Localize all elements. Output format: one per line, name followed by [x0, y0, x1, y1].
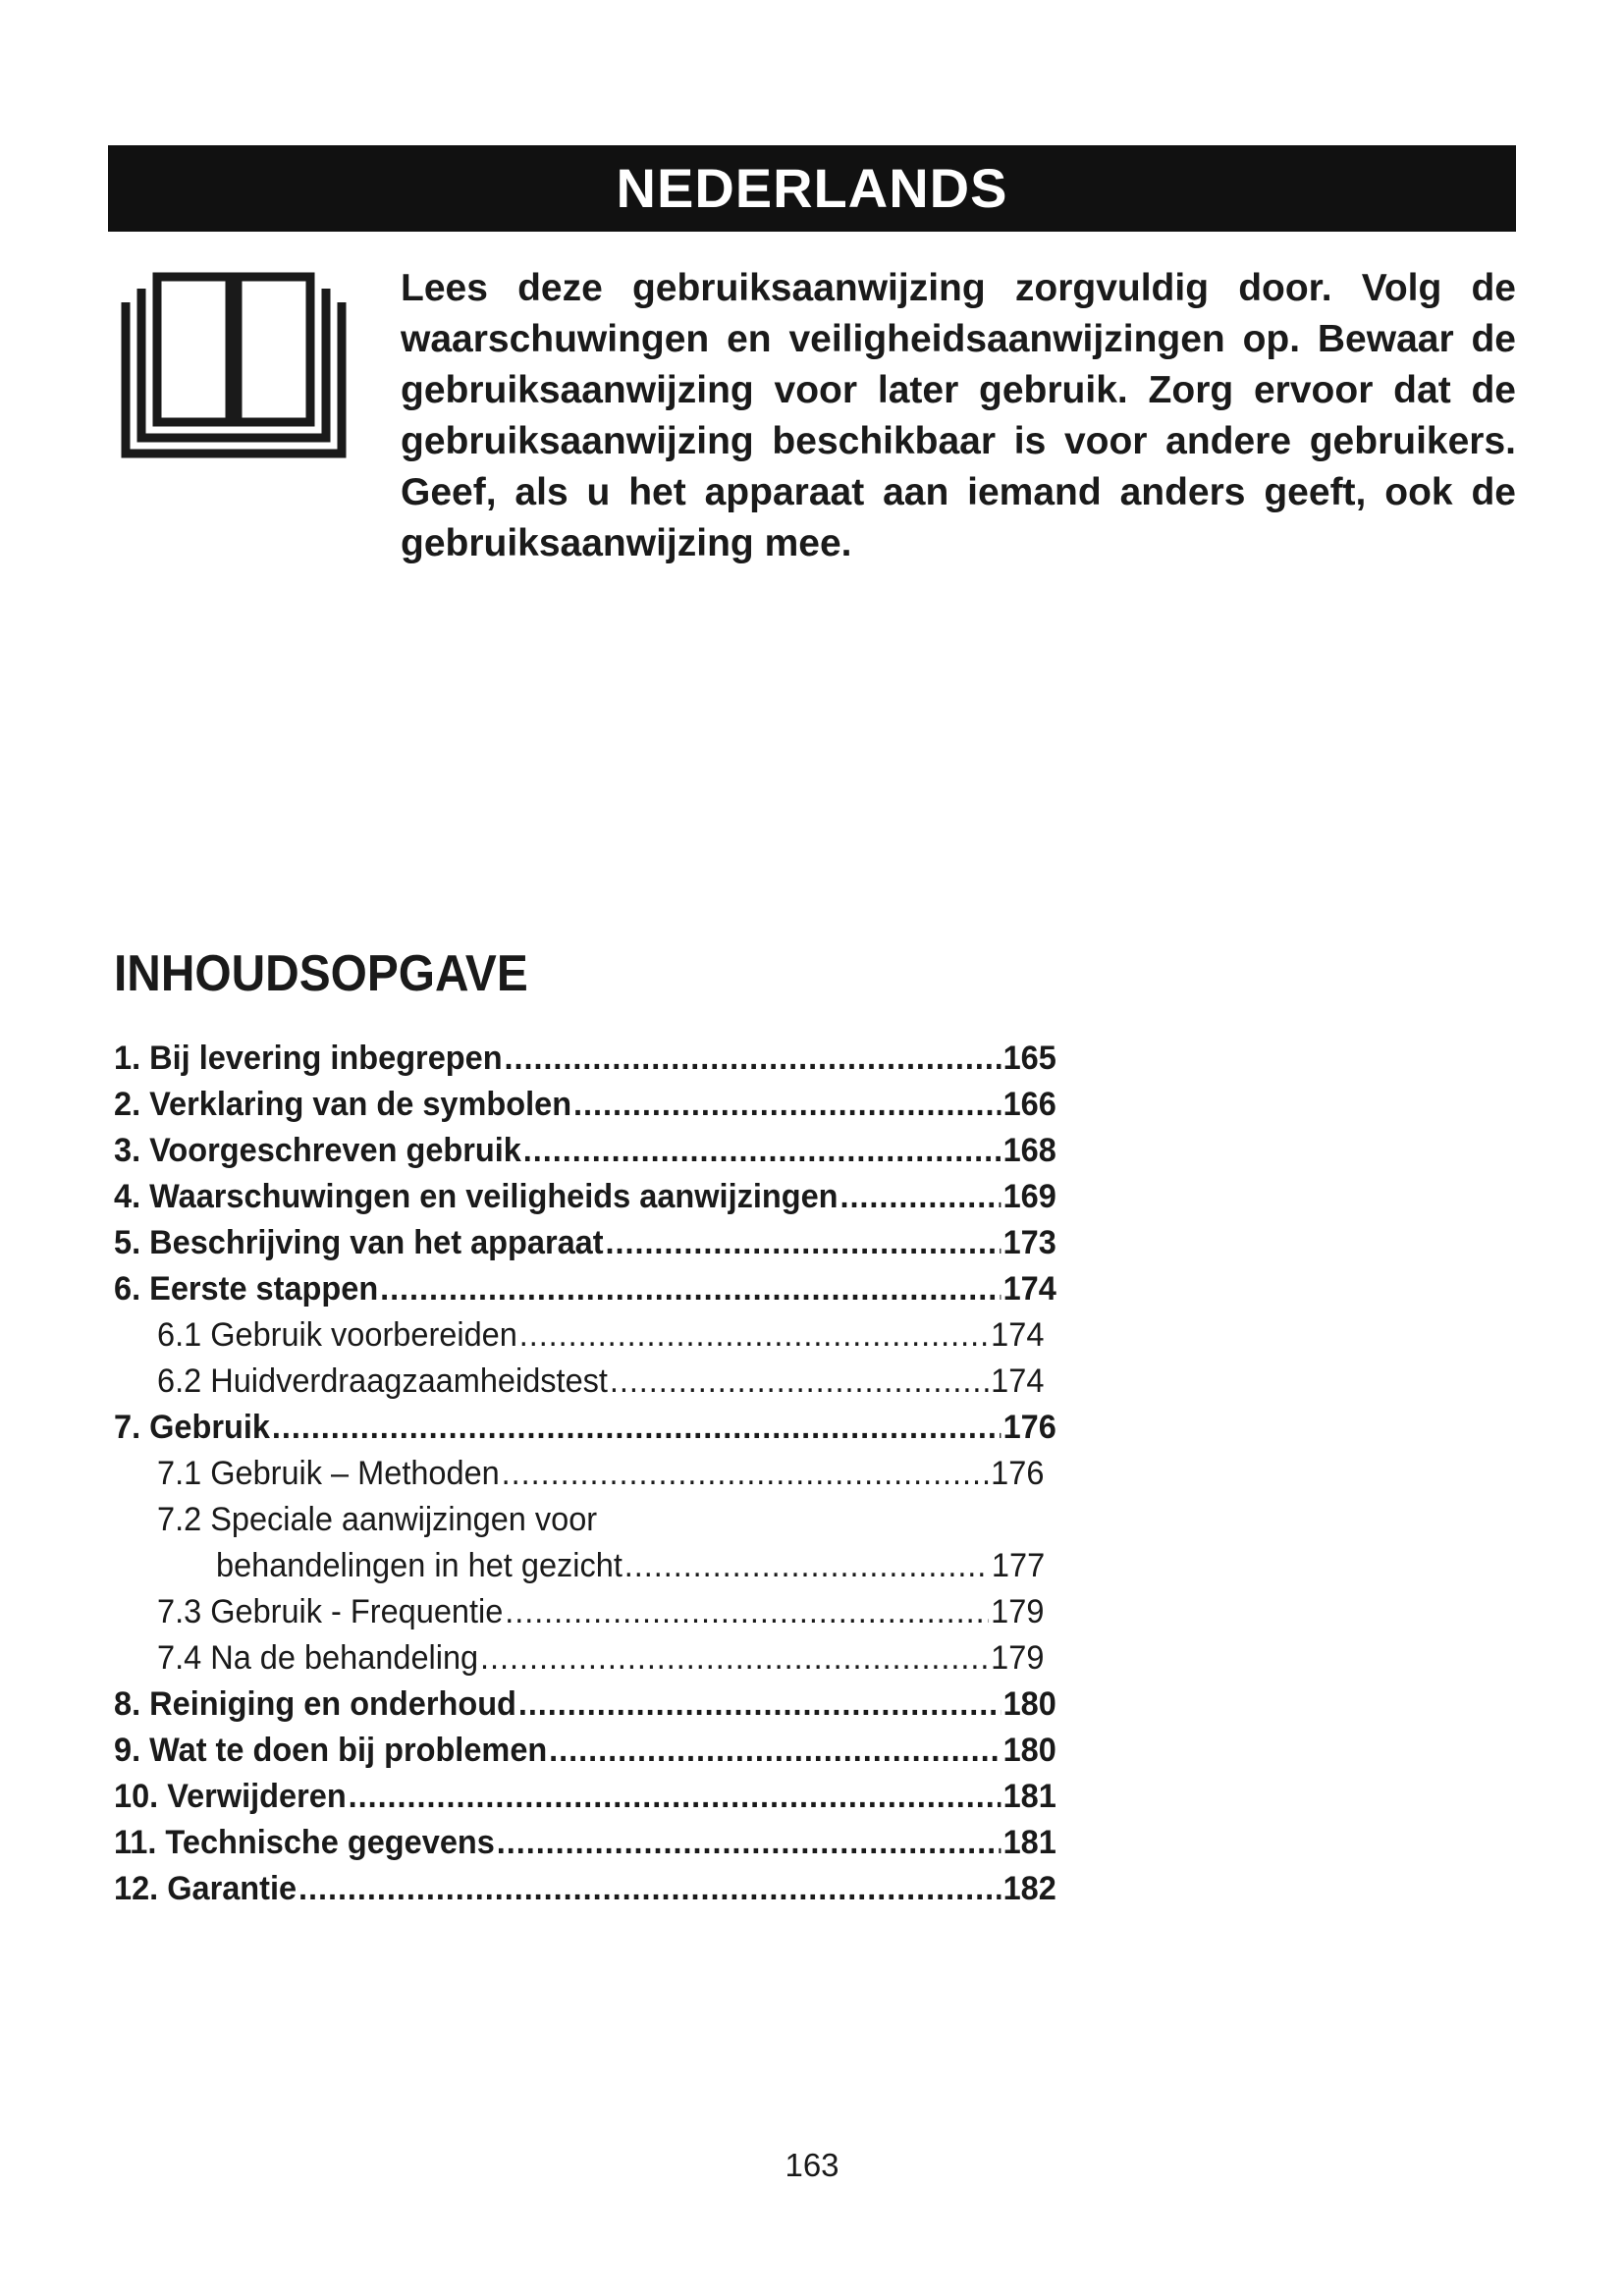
toc-subentry[interactable]: 6.2 Huidverdraagzaamheidstest ..... 174: [114, 1359, 1056, 1405]
toc-subentry[interactable]: 7.4 Na de behandeling ..... 179: [114, 1635, 1056, 1682]
toc-subentry[interactable]: 7.3 Gebruik - Frequentie ..... 179: [114, 1589, 1056, 1635]
toc-entry[interactable]: 9. Wat te doen bij problemen ..... 180: [114, 1728, 1056, 1774]
toc-subentry[interactable]: 7.1 Gebruik – Methoden ..... 176: [114, 1451, 1056, 1497]
toc-entry[interactable]: 4. Waarschuwingen en veiligheids aanwijzingen ..... 169: [114, 1174, 1056, 1220]
toc-entry[interactable]: 7. Gebruik ..... 176: [114, 1405, 1056, 1451]
toc-entry[interactable]: 2. Verklaring van de symbolen ..... 166: [114, 1082, 1056, 1128]
toc-entry[interactable]: 11. Technische gegevens ..... 181: [114, 1820, 1056, 1866]
page-number: 163: [785, 2147, 839, 2183]
table-of-contents: [114, 1036, 1056, 1912]
toc-subentry[interactable]: 6.1 Gebruik voorbereiden ..... 174: [114, 1312, 1056, 1359]
toc-subentry-continuation[interactable]: behandelingen in het gezicht ..... 177: [114, 1543, 1056, 1589]
toc-entry[interactable]: 12. Garantie ..... 182: [114, 1866, 1056, 1912]
toc-entry[interactable]: 6. Eerste stappen ..... 174: [114, 1266, 1056, 1312]
toc-entry[interactable]: 8. Reiniging en onderhoud ..... 180: [114, 1682, 1056, 1728]
intro-paragraph: Lees deze gebruiksaanwijzing zorgvuldig door. Volg de waarschuwingen en veiligheidsaanwijzingen op. Bewaar de gebruiksaanwijzing voor later gebruik. Zorg ervoor dat de gebruiksaanwijzing beschikbaar is voor andere gebruikers. Geef, als u het apparaat aan iemand anders geeft, ook de gebruiksaanwijzing mee.: [401, 267, 1516, 564]
toc-heading: INHOUDSOPGAVE: [114, 945, 528, 1002]
toc-entry[interactable]: 10. Verwijderen ..... 181: [114, 1774, 1056, 1820]
toc-entry[interactable]: 3. Voorgeschreven gebruik ..... 168: [114, 1128, 1056, 1174]
toc-entry[interactable]: 5. Beschrijving van het apparaat ..... 173: [114, 1220, 1056, 1266]
toc-entry[interactable]: 1. Bij levering inbegrepen ..... 165: [114, 1036, 1056, 1082]
language-header-bar: NEDERLANDS: [108, 145, 1516, 232]
open-book-icon: [120, 265, 348, 461]
toc-subentry[interactable]: 7.2 Speciale aanwijzingen voor: [157, 1501, 598, 1538]
